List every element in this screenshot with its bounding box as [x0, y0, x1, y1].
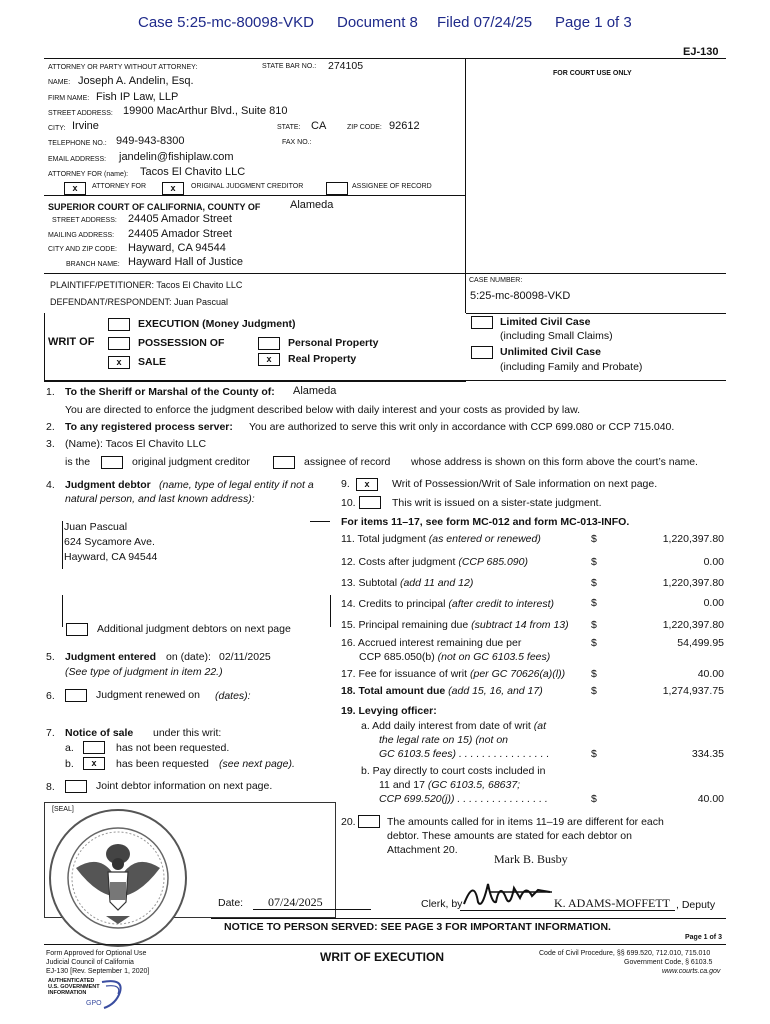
phone-label: TELEPHONE NO.:: [48, 140, 107, 147]
court-use-label: FOR COURT USE ONLY: [553, 70, 632, 77]
execution-option: EXECUTION (Money Judgment): [138, 318, 296, 330]
item-5-text: on (date):: [166, 651, 211, 663]
item-9-checkbox[interactable]: x: [356, 478, 378, 491]
attorney-state[interactable]: CA: [311, 120, 327, 132]
real-property-option: Real Property: [288, 353, 357, 365]
personal-property-option: Personal Property: [288, 337, 379, 349]
footer-title: WRIT OF EXECUTION: [320, 950, 444, 964]
signature-date[interactable]: 07/24/2025: [268, 895, 323, 909]
item-11-label: 11. Total judgment (as entered or renewed): [341, 533, 541, 545]
date-label: Date:: [218, 897, 244, 909]
item-10-checkbox[interactable]: [359, 496, 381, 509]
clerk-by-label: Clerk, by: [421, 898, 463, 910]
principal-remaining-value[interactable]: 1,220,397.80: [662, 619, 724, 631]
sale-option: SALE: [138, 356, 167, 368]
item-8-text: Joint debtor information on next page.: [96, 780, 273, 792]
limited-case-option: Limited Civil Case: [500, 316, 591, 328]
item-20-checkbox[interactable]: [358, 815, 380, 828]
limited-case-checkbox[interactable]: [471, 316, 493, 329]
seal-label: [SEAL]: [52, 806, 74, 813]
judgment-renewed-checkbox[interactable]: [65, 689, 87, 702]
court-mailing[interactable]: 24405 Amador Street: [128, 228, 232, 240]
item-13-label: 13. Subtotal (add 11 and 12): [341, 577, 474, 589]
attorney-email[interactable]: jandelin@fishiplaw.com: [119, 151, 234, 163]
credits-value[interactable]: 0.00: [703, 597, 724, 609]
additional-debtors-label: Additional judgment debtors on next page: [97, 623, 291, 635]
item-1-county[interactable]: Alameda: [293, 385, 337, 397]
attorney-label: ATTORNEY OR PARTY WITHOUT ATTORNEY:: [48, 64, 198, 71]
item-3-is: is the: [65, 456, 91, 468]
attorney-phone[interactable]: 949-943-8300: [116, 135, 185, 147]
case-number-header: Case 5:25-mc-80098-VKD: [138, 14, 314, 31]
item-20-line1: The amounts called for in items 11–19 are different for each: [387, 816, 664, 828]
clerk-name: Mark B. Busby: [494, 852, 568, 866]
item-7a-text: has not been requested.: [116, 742, 230, 754]
firm-name[interactable]: Fish IP Law, LLP: [96, 91, 179, 103]
item-18-label: 18. Total amount due (add 15, 16, and 17): [341, 685, 543, 697]
court-county[interactable]: Alameda: [290, 199, 334, 211]
unlimited-case-sub: (including Family and Probate): [500, 361, 643, 373]
additional-debtors-checkbox[interactable]: [66, 623, 88, 636]
item-14-label: 14. Credits to principal (after credit to interest): [341, 598, 555, 610]
original-creditor-item3-checkbox[interactable]: [101, 456, 123, 469]
court-street-label: STREET ADDRESS:: [52, 217, 117, 224]
item-3-assignee: assignee of record: [304, 456, 391, 468]
joint-debtor-checkbox[interactable]: [65, 780, 87, 793]
item-3-name[interactable]: (Name): Tacos El Chavito LLC: [65, 438, 207, 450]
notice-requested-checkbox[interactable]: x: [83, 757, 105, 770]
item-2-label: To any registered process server:: [65, 421, 233, 433]
court-branch[interactable]: Hayward Hall of Justice: [128, 256, 243, 268]
court-label: SUPERIOR COURT OF CALIFORNIA, COUNTY OF: [48, 202, 261, 212]
item-15-label: 15. Principal remaining due (subtract 14 from 13): [341, 619, 569, 631]
case-number-label: CASE NUMBER:: [469, 277, 523, 284]
item-19a-line3: GC 6103.5 fees) . . . . . . . . . . . . . . . .: [379, 748, 550, 760]
fax-label: FAX NO.:: [282, 139, 312, 146]
footer-line3: EJ-130 [Rev. September 1, 2020]: [46, 968, 150, 975]
item-20-line3: Attachment 20.: [387, 844, 458, 856]
debtor-street[interactable]: 624 Sycamore Ave.: [64, 536, 155, 548]
court-cityzip[interactable]: Hayward, CA 94544: [128, 242, 226, 254]
item-7b-note: (see next page).: [219, 758, 295, 770]
debtor-name[interactable]: Juan Pascual: [64, 521, 128, 533]
page-header: Page 1 of 3: [555, 14, 632, 31]
court-street[interactable]: 24405 Amador Street: [128, 213, 232, 225]
firm-label: FIRM NAME:: [48, 95, 90, 102]
item-6-label: Judgment renewed on: [96, 689, 200, 701]
case-number[interactable]: 5:25-mc-80098-VKD: [470, 290, 571, 302]
deputy-name: K. ADAMS-MOFFETT: [554, 896, 671, 910]
item-12-label: 12. Costs after judgment (CCP 685.090): [341, 556, 528, 568]
footer-right-1: Code of Civil Procedure, §§ 699.520, 712.010, 715.010: [539, 950, 711, 957]
judgment-entered-date[interactable]: 02/11/2025: [219, 651, 271, 663]
item-19-label: 19. Levying officer:: [341, 705, 437, 717]
writ-fee-value[interactable]: 40.00: [697, 668, 724, 680]
item-4-label: Judgment debtor: [65, 479, 151, 491]
filed-date-header: Filed 07/24/25: [437, 14, 533, 31]
item-19a-line2: the legal rate on 15) (not on: [379, 734, 509, 746]
item-20-line2: debtor. These amounts are stated for each debtor on: [387, 830, 632, 842]
footer-line1: Form Approved for Optional Use: [46, 950, 147, 957]
notice-to-served: NOTICE TO PERSON SERVED: SEE PAGE 3 FOR IMPORTANT INFORMATION.: [224, 921, 611, 933]
possession-option: POSSESSION OF: [138, 337, 225, 349]
item-3-original: original judgment creditor: [132, 456, 250, 468]
limited-case-sub: (including Small Claims): [500, 330, 613, 342]
writ-of-label: WRIT OF: [48, 336, 95, 348]
item-17-label: 17. Fee for issuance of writ (per GC 70626(a)(l)): [341, 668, 566, 680]
item-1-text: You are directed to enforce the judgment described below with daily interest and your costs as provided by law.: [65, 404, 580, 416]
item-1-label: To the Sheriff or Marshal of the County of:: [65, 386, 275, 398]
attorney-for-label: ATTORNEY FOR (name):: [48, 171, 129, 178]
attorney-for-name[interactable]: Tacos El Chavito LLC: [140, 166, 246, 178]
court-mailing-label: MAILING ADDRESS:: [48, 232, 115, 239]
total-due-value[interactable]: 1,274,937.75: [662, 685, 724, 697]
assignee-item3-checkbox[interactable]: [273, 456, 295, 469]
gpo-label: GPO: [86, 1000, 102, 1007]
subtotal-value[interactable]: 1,220,397.80: [662, 577, 724, 589]
court-seal-icon: [46, 806, 190, 950]
attorney-street[interactable]: 19900 MacArthur Blvd., Suite 810: [123, 105, 288, 117]
court-costs-value[interactable]: 40.00: [697, 793, 724, 805]
plaintiff: PLAINTIFF/PETITIONER: Tacos El Chavito LLC: [50, 280, 243, 290]
document-number-header: Document 8: [337, 14, 418, 31]
defendant: DEFENDANT/RESPONDENT: Juan Pascual: [50, 297, 229, 307]
form-id: EJ-130: [683, 46, 719, 58]
daily-interest-value[interactable]: 334.35: [691, 748, 724, 760]
clerk-signature-icon: [460, 874, 560, 914]
item-19b-line2: 11 and 17 (GC 6103.5, 68637;: [379, 779, 521, 791]
item-5-sub: (See type of judgment in item 22.): [65, 666, 223, 678]
accrued-interest-value[interactable]: 54,499.95: [677, 637, 724, 649]
execution-checkbox[interactable]: [108, 318, 130, 331]
possession-checkbox[interactable]: [108, 337, 130, 350]
footer-line2: Judicial Council of California: [46, 959, 134, 966]
zip-label: ZIP CODE:: [347, 124, 382, 131]
page-of: Page 1 of 3: [685, 934, 722, 941]
item-19b-line3: CCP 699.520(j)) . . . . . . . . . . . . . . . .: [379, 793, 548, 805]
unlimited-case-checkbox[interactable]: [471, 346, 493, 359]
footer-right-3: www.courts.ca.gov: [662, 968, 721, 975]
item-16-label: 16. Accrued interest remaining due per: [341, 637, 522, 649]
court-cityzip-label: CITY AND ZIP CODE:: [48, 246, 117, 253]
deputy-label: , Deputy: [676, 899, 716, 911]
item-7b-text: has been requested: [116, 758, 209, 770]
original-creditor-checkbox[interactable]: x: [162, 182, 184, 195]
item-9-text: Writ of Possession/Writ of Sale information on next page.: [392, 478, 658, 490]
item-5-label: Judgment entered: [65, 651, 157, 663]
total-judgment-value[interactable]: 1,220,397.80: [662, 533, 724, 545]
costs-after-judgment-value[interactable]: 0.00: [703, 556, 724, 568]
assignee-option: ASSIGNEE OF RECORD: [352, 183, 432, 190]
item-7-text: under this writ:: [153, 727, 222, 739]
sale-checkbox[interactable]: x: [108, 356, 130, 369]
item-3-whose: whose address is shown on this form above the court’s name.: [411, 456, 698, 468]
item-4-text: (name, type of legal entity if not a: [159, 479, 314, 491]
item-10-text: This writ is issued on a sister-state judgment.: [392, 497, 602, 509]
name-label: NAME:: [48, 79, 71, 86]
debtor-city[interactable]: Hayward, CA 94544: [64, 551, 158, 563]
items-11-17-header: For items 11–17, see form MC-012 and form MC-013-INFO.: [341, 516, 630, 528]
item-19a-line1: a. Add daily interest from date of writ (at: [361, 720, 547, 732]
attorney-name[interactable]: Joseph A. Andelin, Esq.: [78, 75, 194, 87]
state-label: STATE:: [277, 124, 301, 131]
assignee-checkbox[interactable]: [326, 182, 348, 195]
court-branch-label: BRANCH NAME:: [66, 261, 120, 268]
unlimited-case-option: Unlimited Civil Case: [500, 346, 601, 358]
state-bar-number[interactable]: 274105: [328, 60, 364, 72]
gpo-authenticated-logo: AUTHENTICATED U.S. GOVERNMENT INFORMATION: [48, 978, 100, 996]
personal-property-checkbox[interactable]: [258, 337, 280, 350]
attorney-zip[interactable]: 92612: [389, 120, 420, 132]
footer-right-2: Government Code, § 6103.5: [624, 959, 713, 966]
original-creditor-option: ORIGINAL JUDGMENT CREDITOR: [191, 183, 304, 190]
item-6-dates: (dates):: [215, 690, 251, 702]
real-property-checkbox[interactable]: x: [258, 353, 280, 366]
attorney-for-checkbox[interactable]: x: [64, 182, 86, 195]
item-4-text-2: natural person, and last known address):: [65, 493, 255, 505]
attorney-city[interactable]: Irvine: [72, 120, 99, 132]
notice-not-requested-checkbox[interactable]: [83, 741, 105, 754]
item-16-sub: CCP 685.050(b) (not on GC 6103.5 fees): [359, 651, 551, 663]
state-bar-label: STATE BAR NO.:: [262, 63, 317, 70]
item-7-label: Notice of sale: [65, 727, 134, 739]
attorney-for-option: ATTORNEY FOR: [92, 183, 147, 190]
city-label: CITY:: [48, 125, 66, 132]
email-label: EMAIL ADDRESS:: [48, 156, 107, 163]
street-label: STREET ADDRESS:: [48, 110, 113, 117]
item-19b-line1: b. Pay directly to court costs included in: [361, 765, 546, 777]
item-2-text: You are authorized to serve this writ only in accordance with CCP 699.080 or CCP 715.040.: [249, 421, 675, 433]
